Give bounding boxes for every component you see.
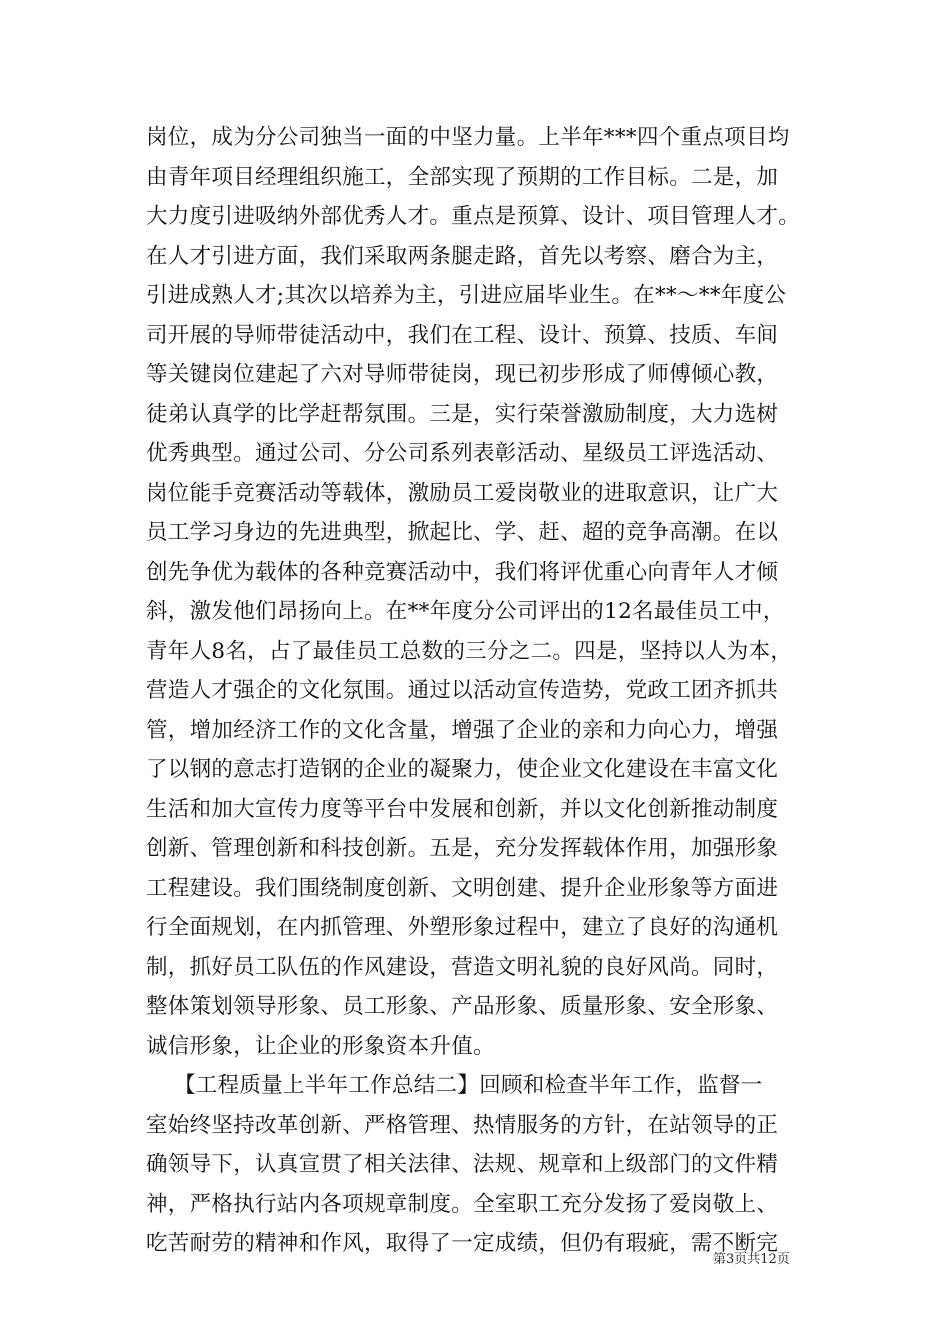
text-line: 诚信形象，让企业的形象资本升值。 — [146, 1033, 495, 1059]
text-line: 整体策划领导形象、员工形象、产品形象、质量形象、安全形象、 — [146, 994, 779, 1019]
text-line: 神，严格执行站内各项规章制度。全室职工充分发扬了爱岗敬上、 — [146, 1191, 779, 1217]
text-line: 在人才引进方面，我们采取两条腿走路，首先以考察、磨合为主， — [146, 243, 779, 269]
text-line: 了以钢的意志打造钢的企业的凝聚力，使企业文化建设在丰富文化 — [146, 757, 779, 782]
text-line: 员工学习身边的先进典型，掀起比、学、赶、超的竞争高潮。在以 — [146, 520, 779, 545]
text-line: 引进成熟人才;其次以培养为主，引进应届毕业生。在**～**年度公 — [146, 283, 787, 308]
text-line: 大力度引进吸纳外部优秀人才。重点是预算、设计、项目管理人才。 — [146, 204, 801, 229]
body-text — [146, 118, 818, 1264]
text-line: 斜，激发他们昂扬向上。在**年度分公司评出的12名最佳员工中， — [146, 599, 785, 624]
text-line: 吃苦耐劳的精神和作风，取得了一定成绩，但仍有瑕疵，需不断完 — [146, 1231, 779, 1256]
text-line: 等关键岗位建起了六对导师带徒岗，现已初步形成了师傅倾心教， — [146, 362, 779, 387]
text-line: 室始终坚持改革创新、严格管理、热情服务的方针，在站领导的正 — [146, 1112, 779, 1138]
section-heading-line: 【工程质量上半年工作总结二】回顾和检查半年工作，监督一 — [174, 1073, 763, 1098]
text-line: 制，抓好员工队伍的作风建设，营造文明礼貌的良好风尚。同时， — [146, 954, 779, 980]
text-line: 生活和加大宣传力度等平台中发展和创新，并以文化创新推动制度 — [146, 796, 779, 822]
text-line: 岗位能手竞赛活动等载体，激励员工爱岗敬业的进取意识，让广大 — [146, 480, 779, 506]
text-line: 创先争优为载体的各种竞赛活动中，我们将评优重心向青年人才倾 — [146, 559, 779, 585]
text-line: 由青年项目经理组织施工，全部实现了预期的工作目标。二是，加 — [146, 164, 779, 190]
page-number: 第3页共12页 — [713, 1252, 790, 1267]
text-line: 司开展的导师带徒活动中，我们在工程、设计、预算、技质、车间 — [146, 322, 779, 348]
text-line: 徒弟认真学的比学赶帮氛围。三是，实行荣誉激励制度，大力选树 — [146, 401, 779, 427]
text-line: 行全面规划，在内抓管理、外塑形象过程中，建立了良好的沟通机 — [146, 915, 779, 940]
text-line: 青年人8名，占了最佳员工总数的三分之二。四是，坚持以人为本， — [146, 638, 793, 664]
text-line: 工程建设。我们围绕制度创新、文明创建、提升企业形象等方面进 — [146, 875, 779, 901]
text-line: 确领导下，认真宣贯了相关法律、法规、规章和上级部门的文件精 — [146, 1152, 779, 1177]
text-line: 岗位，成为分公司独当一面的中坚力量。上半年***四个重点项目均 — [146, 125, 790, 150]
text-line: 优秀典型。通过公司、分公司系列表彰活动、星级员工评选活动、 — [146, 441, 779, 466]
text-line: 管，增加经济工作的文化含量，增强了企业的亲和力向心力，增强 — [146, 717, 779, 743]
text-line: 营造人才强企的文化氛围。通过以活动宣传造势，党政工团齐抓共 — [146, 678, 779, 703]
text-line: 创新、管理创新和科技创新。五是，充分发挥载体作用，加强形象 — [146, 836, 779, 861]
